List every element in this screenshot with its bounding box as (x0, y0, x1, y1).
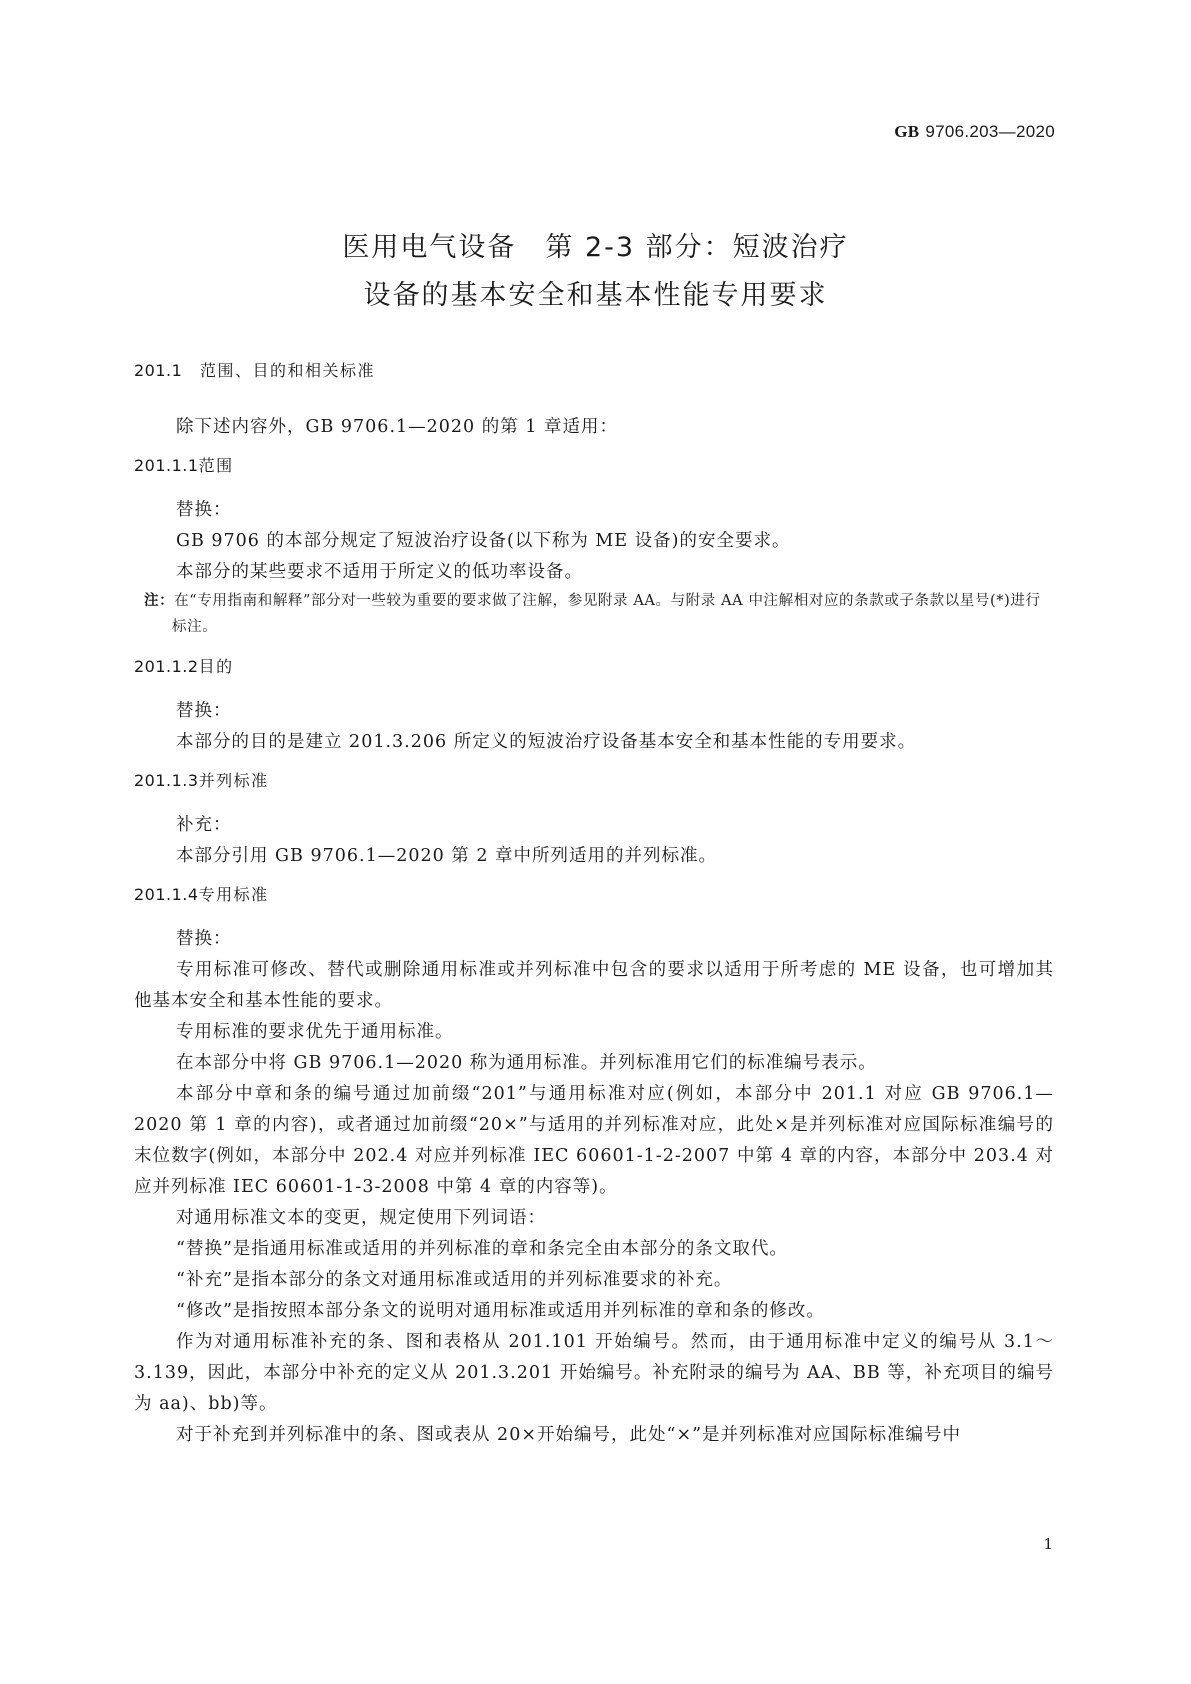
paragraph: 作为对通用标准补充的条、图和表格从 201.101 开始编号。然而，由于通用标准中定义的编号从 3.1～3.139，因此，本部分中补充的定义从 201.3.201 开始编号。补充附录的编号为 AA、BB 等，补充项目的编号为 aa)、bb)等。 (134, 1332, 1054, 1414)
paragraph: 专用标准的要求优先于通用标准。 (176, 1022, 454, 1042)
replacement-label: 替换： (176, 929, 232, 949)
section-heading-201-1-4 (134, 884, 1054, 906)
paragraph: 本部分的目的是建立 201.3.206 所定义的短波治疗设备基本安全和基本性能的专用要求。 (176, 732, 917, 752)
document-title (0, 224, 1191, 320)
paragraph: GB 9706 的本部分规定了短波治疗设备(以下称为 ME 设备)的安全要求。 (176, 531, 791, 551)
title-line-1: 医用电气设备 第 2-3 部分：短波治疗 (342, 232, 849, 263)
paragraph: “替换”是指通用标准或适用的并列标准的章和条完全由本部分的条文取代。 (176, 1239, 788, 1259)
paragraph: 本部分中章和条的编号通过加前缀“201”与通用标准对应(例如，本部分中 201.1 对应 GB 9706.1—2020 第 1 章的内容)，或者通过加前缀“20×”与适用的并列标准对应，此处×是并列标准对应国际标准编号的末位数字(例如，本部分中 202.4 对应并列标准 IEC 60601-1-2-2007 中第 4 章的内容，本部分中 203.4 对应并列标准 IEC 60601-1-3-2008 中第 4 章的内容等)。 (134, 1084, 1054, 1197)
section-title: 目的 (198, 657, 234, 676)
section-heading-201-1-3 (134, 770, 1054, 792)
paragraph: 对于补充到并列标准中的条、图或表从 20×开始编号，此处“×”是并列标准对应国际标准编号中 (176, 1425, 962, 1445)
section-number: 201.1.1 (134, 456, 199, 475)
section-number: 201.1.3 (134, 771, 199, 790)
paragraph: 在本部分中将 GB 9706.1—2020 称为通用标准。并列标准用它们的标准编号表示。 (176, 1053, 877, 1073)
replacement-label: 替换： (176, 500, 232, 520)
section-heading-201-1-2 (134, 656, 1054, 678)
section-title: 并列标准 (198, 771, 269, 790)
page-number: 1 (1043, 1535, 1053, 1553)
note-label: 注： (144, 593, 175, 609)
replacement-label: 替换： (176, 701, 232, 721)
supplement-label: 补充： (176, 815, 232, 835)
section-heading-201-1-1 (134, 455, 1054, 477)
paragraph: “补充”是指本部分的条文对通用标准或适用的并列标准要求的补充。 (176, 1270, 733, 1290)
section-number: 201.1 (134, 361, 183, 380)
section-title: 范围 (198, 456, 234, 475)
note-text: 在“专用指南和解释”部分对一些较为重要的要求做了注解，参见附录 AA。与附录 AA 中注解相对应的条款或子条款以星号(*)进行标注。 (172, 593, 1041, 635)
section-title: 专用标准 (198, 885, 269, 904)
section-heading-201-1 (134, 360, 1054, 382)
section-title: 范围、目的和相关标准 (200, 361, 376, 380)
section-number: 201.1.4 (134, 885, 199, 904)
paragraph: 本部分的某些要求不适用于所定义的低功率设备。 (176, 562, 583, 582)
document-body (134, 360, 1054, 1451)
standard-identifier (894, 122, 1055, 142)
section-number: 201.1.2 (134, 657, 199, 676)
paragraph: 本部分引用 GB 9706.1—2020 第 2 章中所列适用的并列标准。 (176, 846, 718, 866)
paragraph: 对通用标准文本的变更，规定使用下列词语： (176, 1208, 546, 1228)
note (134, 588, 1054, 640)
paragraph: “修改”是指按照本部分条文的说明对通用标准或适用并列标准的章和条的修改。 (176, 1301, 825, 1321)
section-201-1-intro: 除下述内容外，GB 9706.1—2020 的第 1 章适用： (176, 417, 618, 437)
standard-number: 9706.203—2020 (925, 122, 1055, 141)
standard-prefix: GB (894, 122, 920, 141)
paragraph: 专用标准可修改、替代或删除通用标准或并列标准中包含的要求以适用于所考虑的 ME 设备，也可增加其他基本安全和基本性能的要求。 (134, 960, 1054, 1011)
title-line-2: 设备的基本安全和基本性能专用要求 (363, 280, 828, 311)
